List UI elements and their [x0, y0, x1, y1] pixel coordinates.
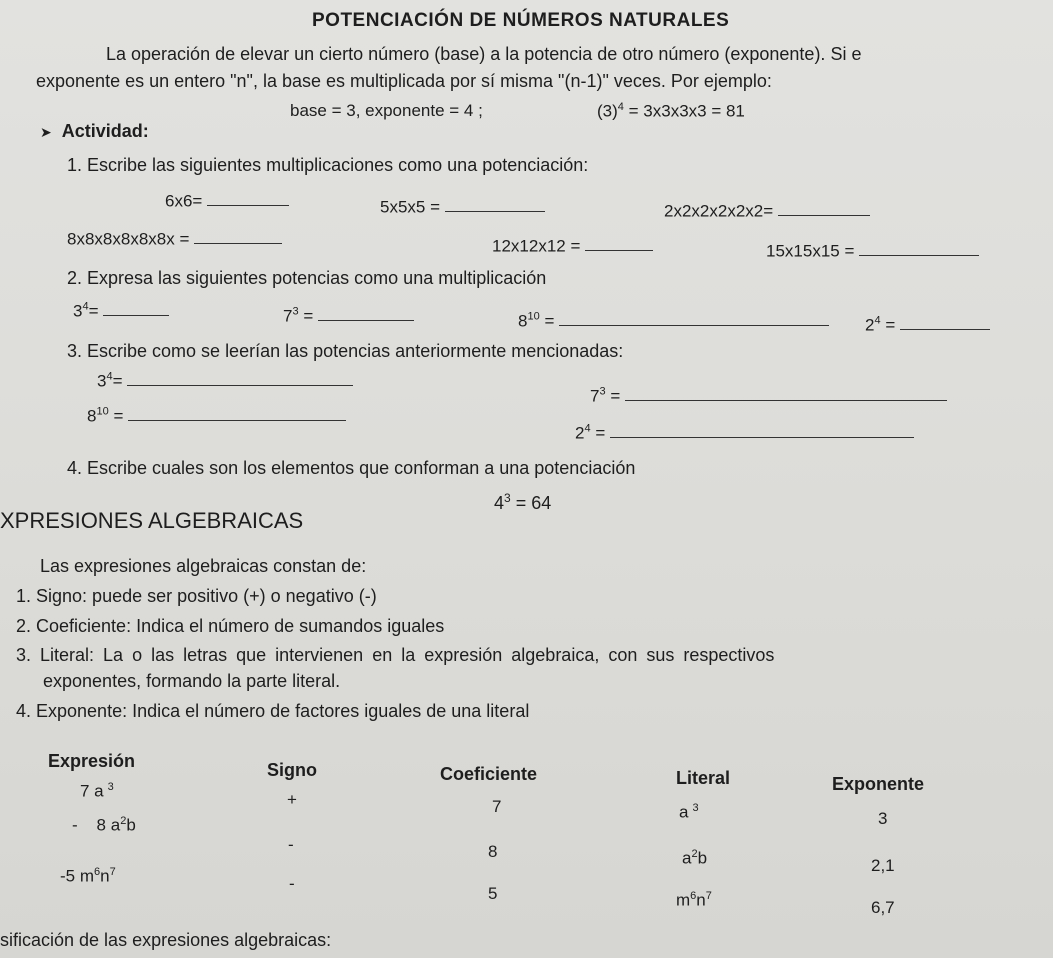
answer-blank[interactable]: [778, 200, 870, 216]
table-header-sign: Signo: [267, 760, 317, 780]
q1-item-6: 15x15x15 =: [766, 240, 979, 261]
table-row-1-sign: +: [287, 790, 297, 809]
table-row-2-sign: -: [288, 835, 294, 854]
answer-blank[interactable]: [207, 190, 289, 206]
answer-blank[interactable]: [318, 305, 414, 321]
answer-blank[interactable]: [900, 314, 990, 330]
q3-item-4: $2^4$ =: [575, 422, 914, 443]
table-row-3-expression: -5 $m^6n^7$: [60, 866, 116, 886]
answer-blank[interactable]: [585, 235, 653, 251]
answer-blank[interactable]: [127, 370, 353, 386]
table-header-coefficient: Coeficiente: [440, 764, 538, 784]
section-2-title: XPRESIONES ALGEBRAICAS: [0, 508, 304, 533]
definition-sign: 1. Signo: puede ser positivo (+) o negativo (-): [16, 586, 377, 606]
section-2-intro: Las expresiones algebraicas constan de:: [40, 556, 367, 576]
table-row-2-exponent: 2,1: [871, 856, 895, 875]
q1-item-4: 8x8x8x8x8x8x =: [67, 228, 282, 249]
q4-example: $4^3 = 64$: [494, 491, 552, 513]
intro-example-calc: $(3)^4 = 3x3x3x3 = 81$: [597, 101, 745, 121]
footer-classification: sificación de las expresiones algebraicas:: [0, 930, 332, 950]
answer-blank[interactable]: [128, 405, 346, 421]
answer-blank[interactable]: [559, 310, 829, 326]
answer-blank[interactable]: [610, 422, 914, 438]
definition-coefficient: 2. Coeficiente: Indica el número de sumandos iguales: [16, 616, 445, 636]
q2-item-2: $7^3$ =: [283, 305, 414, 326]
table-row-1-expression: 7 a $^3$: [80, 781, 114, 801]
table-row-3-exponent: 6,7: [871, 898, 895, 917]
table-row-3-sign: -: [289, 874, 295, 893]
table-header-literal: Literal: [676, 768, 731, 788]
table-row-1-literal: a $^3$: [679, 802, 699, 822]
table-row-2-expression: - 8 $a^2b$: [72, 815, 136, 835]
definition-literal: 3. Literal: La o las letras que intervienen en la expresión algebraica, con sus respectivos: [16, 645, 775, 665]
table-row-2-literal: $a^2b$: [682, 848, 708, 868]
table-header-exponent: Exponente: [832, 774, 925, 794]
q3-item-1: $3^4=$: [97, 370, 353, 391]
q2-item-3: $8^{10}$ =: [518, 310, 829, 331]
answer-blank[interactable]: [625, 385, 947, 401]
chevron-right-icon: ➤: [40, 124, 52, 140]
q1-item-3: 2x2x2x2x2x2=: [664, 200, 870, 221]
intro-example-base: base = 3, exponente = 4 ;: [290, 101, 483, 120]
activity-label: ➤ Actividad:: [40, 121, 149, 141]
answer-blank[interactable]: [445, 196, 545, 212]
definition-literal-cont: exponentes, formando la parte literal.: [43, 671, 341, 691]
table-row-2-coefficient: 8: [488, 842, 498, 861]
intro-line-2: exponente es un entero "n", la base es multiplicada por sí misma "(n-1)" veces. Por ejemplo:: [36, 71, 772, 91]
q2-item-4: $2^4$ =: [865, 314, 990, 335]
question-4-title: 4. Escribe cuales son los elementos que conforman a una potenciación: [67, 458, 636, 478]
question-3-title: 3. Escribe como se leerían las potencias anteriormente mencionadas:: [67, 341, 624, 361]
table-row-3-literal: $m^6n^7$: [676, 890, 712, 910]
table-row-1-exponent: 3: [878, 809, 888, 828]
table-header-expression: Expresión: [48, 751, 136, 771]
answer-blank[interactable]: [103, 300, 169, 316]
answer-blank[interactable]: [194, 228, 282, 244]
definition-exponent: 4. Exponente: Indica el número de factores iguales de una literal: [16, 701, 530, 721]
intro-line-1: La operación de elevar un cierto número (base) a la potencia de otro número (exponente). Si e: [106, 44, 862, 64]
question-2-title: 2. Expresa las siguientes potencias como una multiplicación: [67, 268, 547, 288]
q1-item-5: 12x12x12 =: [492, 235, 653, 256]
table-row-3-coefficient: 5: [488, 884, 498, 903]
table-row-1-coefficient: 7: [492, 797, 502, 816]
answer-blank[interactable]: [859, 240, 979, 256]
q1-item-2: 5x5x5 =: [380, 196, 545, 217]
q3-item-2: $7^3$ =: [590, 385, 947, 406]
page-title: POTENCIACIÓN DE NÚMEROS NATURALES: [312, 10, 730, 31]
q1-item-1: 6x6=: [165, 190, 289, 211]
q3-item-3: $8^{10}$ =: [87, 405, 346, 426]
question-1-title: 1. Escribe las siguientes multiplicaciones como una potenciación:: [67, 155, 589, 175]
q2-item-1: $3^4=$: [73, 300, 169, 321]
